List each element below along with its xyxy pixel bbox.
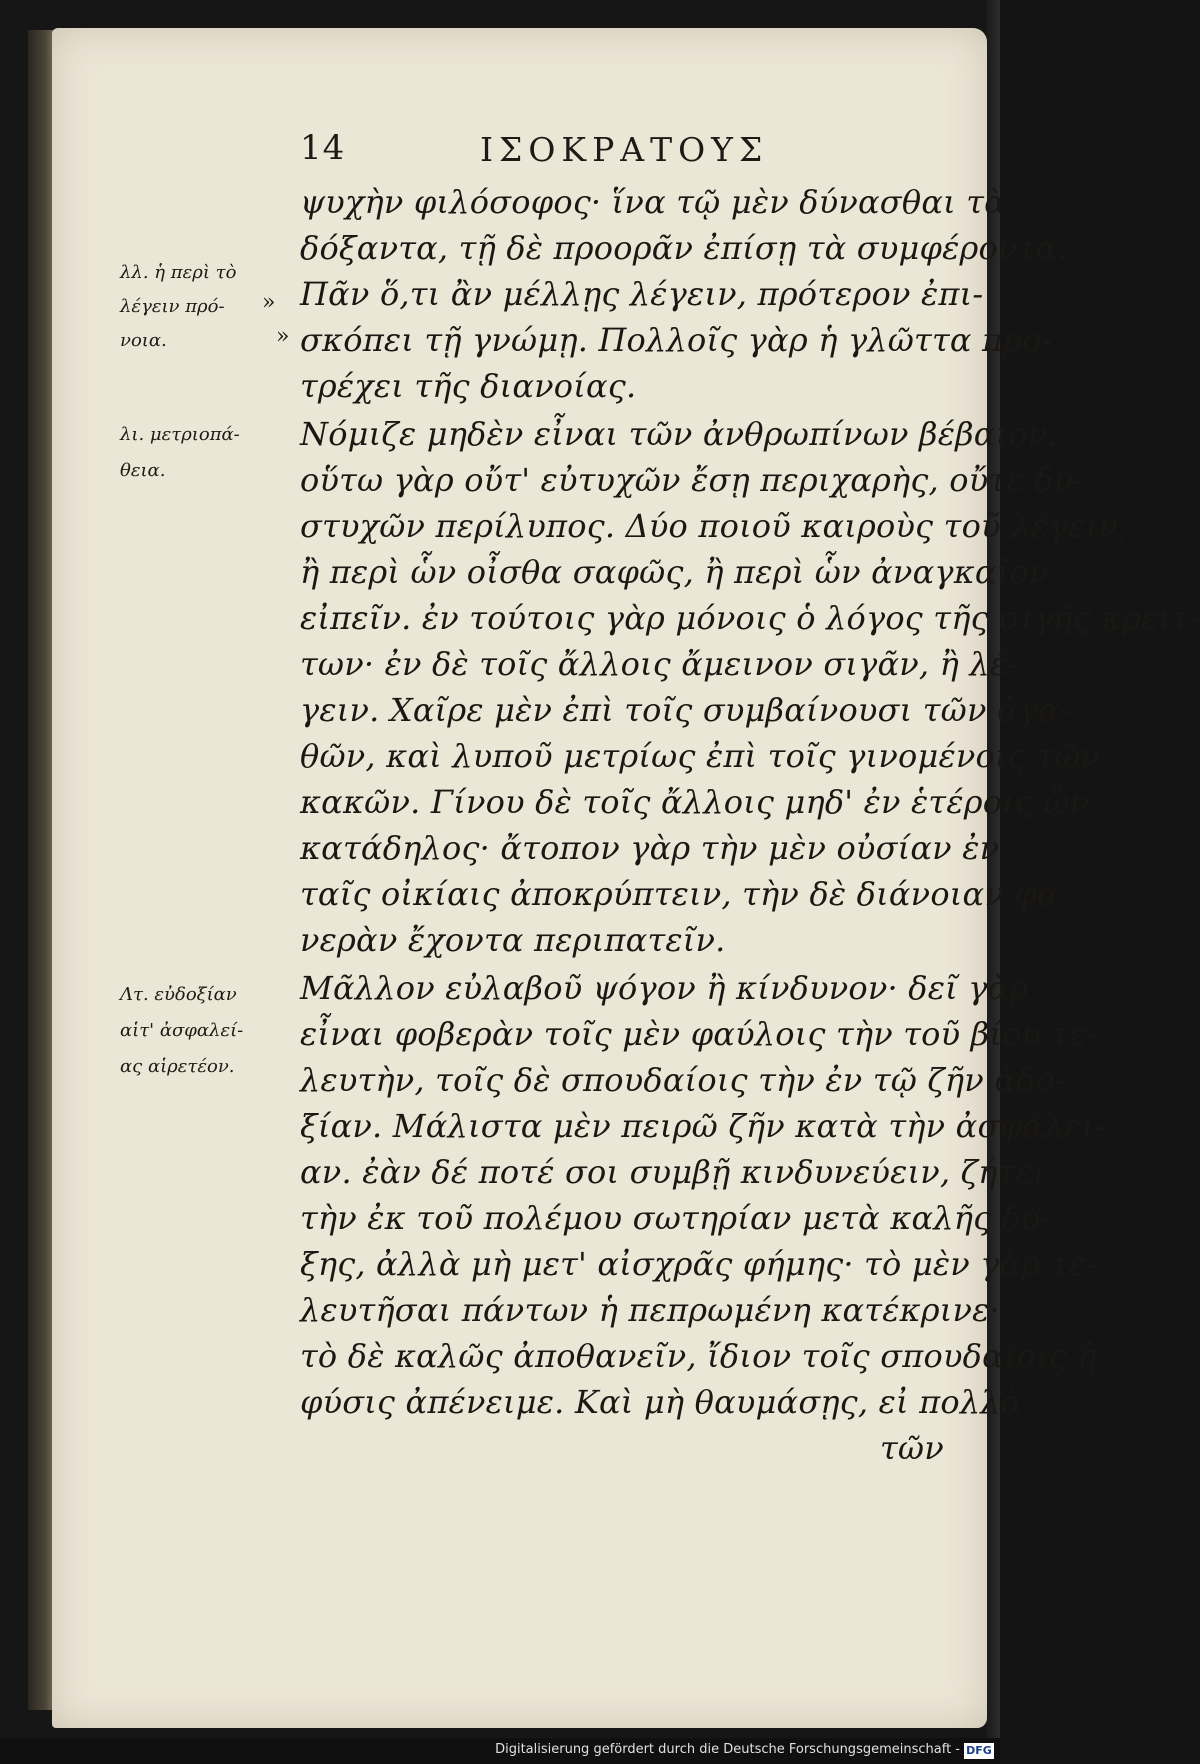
text-line: θῶν, καὶ λυποῦ μετρίως ἐπὶ τοῖς γινομένοις τῶν [300,737,1101,775]
text-line: τρέχει τῆς διανοίας. [300,367,637,405]
text-line: εἰπεῖν. ἐν τούτοις γὰρ μόνοις ὁ λόγος τῆς σιγῆς κρείτ- [300,599,1200,637]
catchword: τῶν [880,1429,944,1467]
text-line: ξίαν. Μάλιστα μὲν πειρῶ ζῆν κατὰ τὴν ἀσφάλει- [300,1107,1106,1145]
text-line: τὴν ἐκ τοῦ πολέμου σωτηρίαν μετὰ καλῆς δό- [300,1199,1052,1237]
margin-line: Λτ. εὐδοξίαν [120,984,237,1005]
text-line: κατάδηλος· ἄτοπον γὰρ τὴν μὲν οὐσίαν ἐν [300,829,1000,867]
page-header [300,128,920,178]
digitization-footer [0,1738,1000,1764]
text-line: Νόμιζε μηδὲν εἶναι τῶν ἀνθρωπίνων βέβαιον. [300,415,1058,453]
text-line: νερὰν ἔχοντα περιπατεῖν. [300,921,726,959]
dfg-logo-icon: DFG [964,1743,994,1759]
text-line: αν. ἐὰν δέ ποτέ σοι συμβῇ κινδυνεύειν, ζήτει [300,1153,1046,1191]
text-line: εἶναι φοβερὰν τοῖς μὲν φαύλοις τὴν τοῦ βίου τε- [300,1015,1098,1053]
text-line: οὕτω γὰρ οὔτ' εὐτυχῶν ἔσῃ περιχαρὴς, οὔτε δυ- [300,461,1085,499]
text-line: Πᾶν ὅ,τι ἂν μέλλῃς λέγειν, πρότερον ἐπι- [300,275,984,313]
text-line: λευτὴν, τοῖς δὲ σπουδαίοις τὴν ἐν τῷ ζῆν ἀδο- [300,1061,1067,1099]
text-line: σκόπει τῇ γνώμῃ. Πολλοῖς γὰρ ἡ γλῶττα προ- [300,321,1053,359]
running-head: ΙΣΟΚΡΑΤΟΥΣ [480,130,769,169]
page-number: 14 [300,128,346,168]
text-line: ἢ περὶ ὧν οἶσθα σαφῶς, ἢ περὶ ὧν ἀναγκαῖον [300,553,1049,591]
text-line: ταῖς οἰκίαις ἀποκρύπτειν, τὴν δὲ διάνοιαν φα- [300,875,1070,913]
margin-line: λέγειν πρό- [120,296,225,317]
text-line: κακῶν. Γίνου δὲ τοῖς ἄλλοις μηδ' ἐν ἑτέροις ὢν [300,783,1090,821]
text-line: φύσις ἀπένειμε. Καὶ μὴ θαυμάσῃς, εἰ πολλὰ [300,1383,1023,1421]
margin-line: αἱτ' ἀσφαλεί- [120,1020,244,1041]
text-line: των· ἐν δὲ τοῖς ἄλλοις ἄμεινον σιγᾶν, ἢ λέ- [300,645,1019,683]
text-line: Μᾶλλον εὐλαβοῦ ψόγον ἢ κίνδυνον· δεῖ γὰρ [300,969,1029,1007]
footer-credit: Digitalisierung gefördert durch die Deutsche Forschungsgemeinschaft - [495,1742,960,1757]
margin-line: λλ. ἡ περὶ τὸ [120,262,237,283]
text-line: ξης, ἀλλὰ μὴ μετ' αἰσχρᾶς φήμης· τὸ μὲν γὰρ τε- [300,1245,1098,1283]
margin-line: νοια. [120,330,167,351]
text-line: λευτῆσαι πάντων ἡ πεπρωμένη κατέκρινε· [300,1291,1000,1329]
margin-line: λι. μετριοπά- [120,424,240,445]
quotation-mark: » [262,290,276,315]
quotation-mark: » [276,324,290,349]
text-line: δόξαντα, τῇ δὲ προορᾶν ἐπίσῃ τὰ συμφέροντα. [300,229,1068,267]
margin-line: θεια. [120,460,166,481]
margin-line: ας αἱρετέον. [120,1056,235,1077]
text-line: γειν. Χαῖρε μὲν ἐπὶ τοῖς συμβαίνουσι τῶν ἀγα- [300,691,1071,729]
text-line: τὸ δὲ καλῶς ἀποθανεῖν, ἴδιον τοῖς σπουδαίοις ἡ [300,1337,1097,1375]
text-line: ψυχὴν φιλόσοφος· ἵνα τῷ μὲν δύνασθαι τὰ [300,183,1006,221]
text-line: στυχῶν περίλυπος. Δύο ποιοῦ καιροὺς τοῦ λέγειν, [300,507,1129,545]
